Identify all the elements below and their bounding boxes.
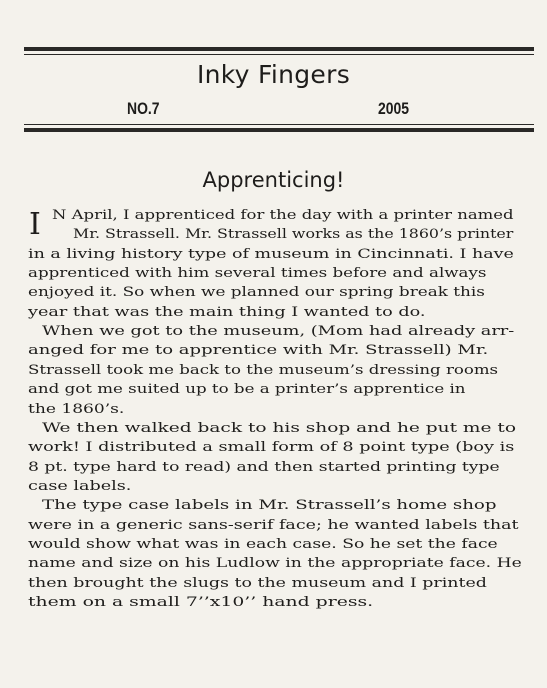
masthead-top-rule-thick [24,47,534,51]
article-line: year that was the main thing I wanted to do. [28,304,426,320]
article-line: When we got to the museum, (Mom had already arr- [42,324,515,340]
article-line: Mr. Strassell. Mr. Strassell works as the 1860’s printer [73,227,514,243]
article-line: The type case labels in Mr. Strassell’s home shop [42,498,497,514]
article-line: apprenticed with him several times before and always [28,266,487,282]
article-line: then brought the slugs to the museum and I printed [28,575,487,591]
article-line: anged for me to apprentice with Mr. Strassell) Mr. [28,343,489,359]
drop-cap: I [29,207,41,242]
article-line: the 1860’s. [28,401,125,417]
article-line: would show what was in each case. So he set the face [28,536,498,552]
article-line: 8 pt. type hard to read) and then started printing type [28,459,500,475]
masthead-bottom-rule-thick [24,128,534,132]
masthead-bottom-rule-thin [24,124,534,125]
masthead-top-rule-thin [24,54,534,55]
article-line: and got me suited up to be a printer’s apprentice in [28,382,466,398]
article-line: case labels. [28,478,132,494]
newsletter-title: Inky Fingers [196,60,351,89]
article-line: in a living history type of museum in Cincinnati. I have [28,246,514,262]
article-line: were in a generic sans-serif face; he wanted labels that [28,517,519,533]
article-line: work! I distributed a small form of 8 point type (boy is [28,440,515,456]
issue-number: NO.7 [127,99,160,118]
issue-year: 2005 [378,99,410,118]
article-line: We then walked back to his shop and he put me to [42,420,517,436]
article-line: Strassell took me back to the museum’s dressing rooms [28,362,499,378]
article-line: them on a small 7’’x10’’ hand press. [28,595,374,610]
article-headline: Apprenticing! [202,168,345,192]
article-line: N April, I apprenticed for the day with a printer named [52,208,514,223]
article-line: name and size on his Ludlow in the appropriate face. He [28,556,522,572]
article-line: enjoyed it. So when we planned our spring break this [28,285,485,301]
